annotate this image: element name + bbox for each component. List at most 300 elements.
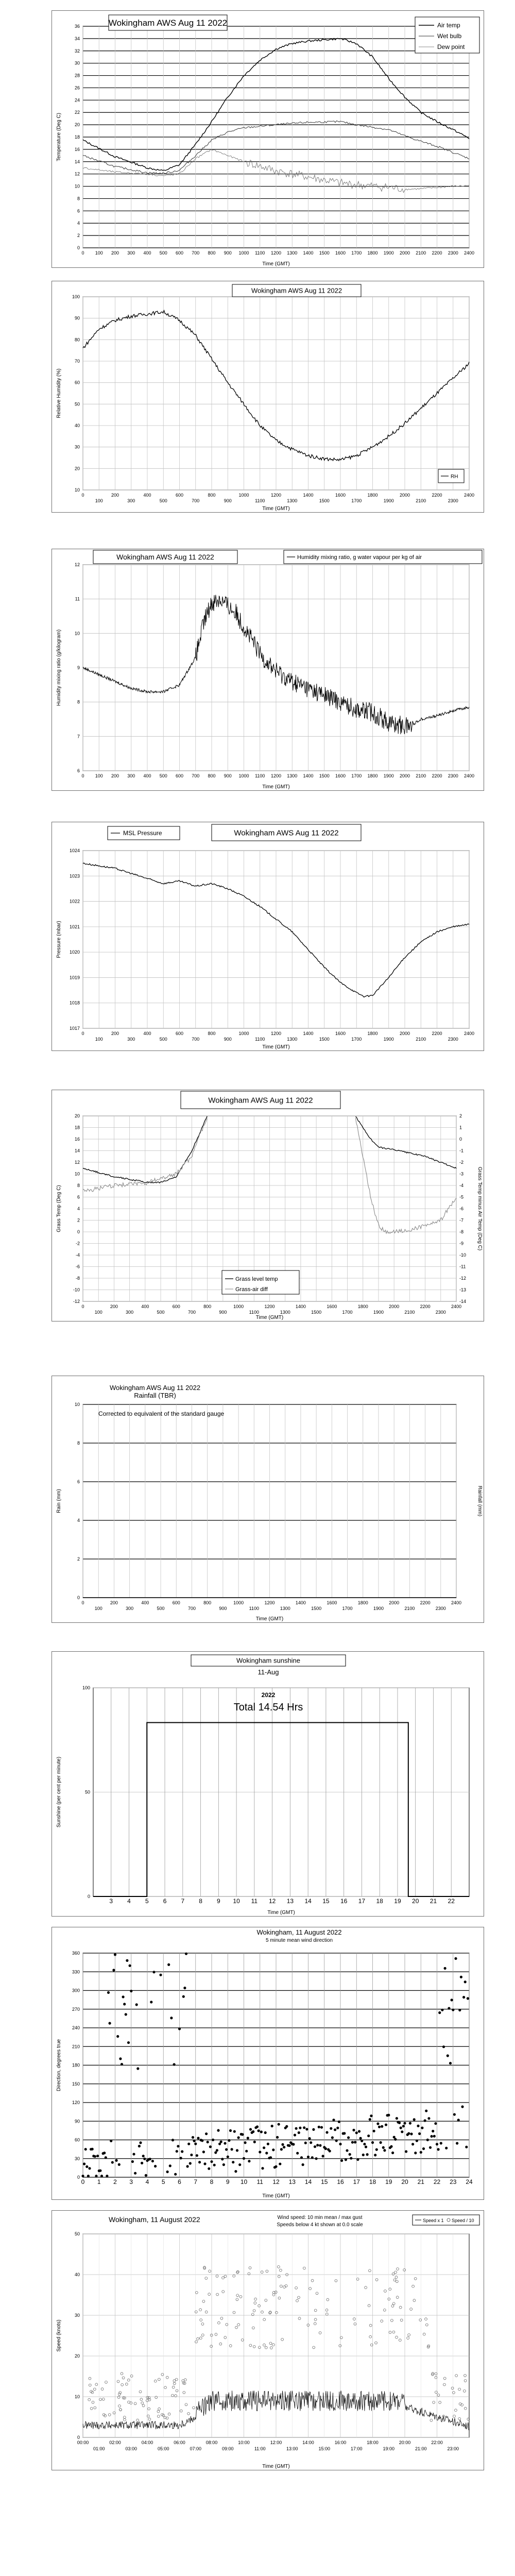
y-tick-label: 32 — [74, 48, 80, 54]
y-tick-label: 90 — [74, 315, 80, 321]
x-tick-label: 1200 — [270, 493, 282, 498]
chart-panel-mixing_ratio — [52, 549, 484, 791]
direction-point — [125, 2013, 127, 2015]
direction-point — [115, 2159, 118, 2162]
y-tick-label: 2 — [77, 233, 80, 239]
direction-point — [414, 2151, 417, 2154]
direction-point — [256, 2125, 259, 2128]
x-axis-label: Time (GMT) — [262, 784, 290, 790]
y-tick-label: 50 — [74, 401, 80, 407]
y-tick-label: 0 — [77, 2435, 80, 2440]
x-axis-label: Time (GMT) — [262, 1044, 290, 1050]
y-tick-label: 0 — [77, 1595, 80, 1600]
x-tick-label: 10 — [233, 1897, 240, 1905]
x-tick-label: 100 — [95, 1037, 103, 1042]
x-tick-label: 700 — [187, 1310, 196, 1315]
x-tick-label: 06:00 — [174, 2440, 185, 2445]
x-tick-label: 21 — [417, 2178, 424, 2185]
y-tick-label: 18 — [74, 134, 80, 140]
legend-label: Wet bulb — [437, 32, 462, 40]
direction-point — [407, 2132, 410, 2135]
direction-point — [187, 2143, 190, 2145]
direction-point — [373, 2130, 375, 2132]
y-tick-label: 8 — [77, 1183, 80, 1188]
legend-label: Air temp — [437, 22, 460, 29]
x-tick-label: 100 — [95, 498, 103, 503]
direction-point — [398, 2122, 401, 2124]
x-tick-label: 1700 — [351, 773, 362, 778]
direction-point — [136, 2067, 139, 2070]
x-tick-label: 19 — [394, 1897, 401, 1905]
direction-point — [335, 2139, 338, 2142]
direction-point — [224, 2142, 226, 2145]
x-tick-label: 600 — [175, 250, 184, 256]
x-tick-label: 22:00 — [431, 2440, 443, 2445]
x-tick-label: 400 — [143, 1031, 151, 1036]
x-tick-label: 400 — [143, 493, 151, 498]
direction-point — [105, 2156, 107, 2159]
direction-point — [217, 2129, 219, 2132]
x-tick-label: 1200 — [264, 1600, 275, 1605]
direction-point — [410, 2132, 413, 2135]
direction-point — [141, 2162, 143, 2164]
direction-point — [169, 2164, 171, 2167]
direction-point — [265, 2152, 268, 2155]
x-tick-label: 1800 — [357, 1600, 368, 1605]
direction-point — [107, 1991, 110, 1994]
direction-point — [376, 2123, 379, 2125]
chart-note: Speeds below 4 kt shown at 0.0 scale — [277, 2222, 363, 2228]
x-tick-label: 200 — [111, 250, 119, 256]
x-tick-label: 5 — [161, 2178, 165, 2185]
y-right-tick-label: -6 — [459, 1206, 464, 1211]
x-tick-label: 300 — [126, 1310, 134, 1315]
x-tick-label: 1300 — [287, 498, 298, 503]
y-tick-label: 1017 — [69, 1026, 80, 1031]
y-tick-label: 1023 — [69, 873, 80, 879]
x-tick-label: 600 — [175, 1031, 184, 1036]
direction-point — [299, 2127, 301, 2129]
direction-point — [232, 2161, 234, 2163]
direction-point — [274, 2165, 277, 2168]
y-tick-label: 2 — [77, 1556, 80, 1562]
x-tick-label: 1400 — [295, 1600, 306, 1605]
y-tick-label: 6 — [77, 1194, 80, 1200]
direction-point — [233, 2130, 236, 2133]
x-tick-label: 600 — [175, 493, 184, 498]
y-tick-label: 60 — [74, 2137, 80, 2143]
x-tick-label: 0 — [81, 773, 84, 778]
x-tick-label: 2100 — [416, 773, 426, 778]
direction-point — [252, 2130, 254, 2133]
y-tick-label: 120 — [72, 2100, 80, 2105]
chart-year: 2022 — [261, 1691, 276, 1699]
x-tick-label: 1700 — [351, 250, 362, 256]
y-tick-label: -4 — [75, 1252, 80, 1258]
direction-point — [334, 2128, 336, 2131]
y-tick-label: 70 — [74, 359, 80, 364]
x-tick-label: 1200 — [270, 250, 282, 256]
direction-point — [343, 2132, 346, 2134]
chart-svg-sunshine — [52, 1652, 485, 1917]
x-tick-label: 2200 — [432, 493, 442, 498]
y-tick-label: 0 — [87, 1894, 90, 1899]
y-axis-label: Rain (mm) — [56, 1489, 62, 1513]
chart-svg-rainfall — [52, 1376, 485, 1623]
direction-point — [220, 2141, 222, 2143]
x-tick-label: 1900 — [373, 1606, 384, 1611]
x-tick-label: 800 — [203, 1600, 212, 1605]
y-right-tick-label: -11 — [459, 1264, 466, 1269]
x-tick-label: 900 — [224, 498, 232, 503]
x-tick-label: 22 — [433, 2178, 441, 2185]
x-tick-label: 500 — [159, 1037, 167, 1042]
y-tick-label: 12 — [74, 562, 80, 567]
direction-point — [339, 2143, 341, 2145]
direction-point — [182, 1995, 185, 1998]
y-tick-label: 300 — [72, 1988, 80, 1993]
x-tick-label: 600 — [175, 773, 184, 778]
x-tick-label: 9 — [216, 1897, 220, 1905]
chart-title: Wokingham, 11 August 2022 — [109, 2215, 200, 2224]
chart-title: Wokingham AWS Aug 11 2022 — [234, 828, 339, 838]
chart-title: Wokingham sunshine — [236, 1656, 301, 1665]
y-tick-label: -12 — [73, 1299, 80, 1304]
x-tick-label: 1100 — [255, 250, 265, 256]
y-tick-label: 16 — [74, 146, 80, 152]
x-tick-label: 1400 — [303, 1031, 314, 1036]
direction-point — [131, 2160, 134, 2163]
y-tick-label: 10 — [74, 183, 80, 189]
direction-point — [413, 2118, 416, 2121]
x-tick-label: 400 — [141, 1304, 149, 1309]
x-tick-label: 16 — [340, 1897, 348, 1905]
x-tick-label: 2400 — [464, 493, 475, 498]
y-tick-label: 12 — [74, 171, 80, 177]
chart-panel-grass_temp — [52, 1090, 484, 1321]
direction-point — [458, 2009, 461, 2011]
x-tick-label: 2200 — [432, 250, 442, 256]
x-tick-label: 4 — [145, 2178, 149, 2185]
direction-point — [280, 2148, 283, 2150]
direction-point — [308, 2137, 311, 2140]
x-tick-label: 11:00 — [254, 2446, 266, 2451]
y-tick-label: 2 — [77, 1217, 80, 1223]
chart-panel-humidity — [52, 281, 484, 513]
direction-point — [382, 2146, 385, 2149]
direction-point — [285, 2125, 288, 2128]
x-tick-label: 300 — [127, 498, 135, 503]
legend-label: Speed x 1 — [423, 2218, 444, 2223]
direction-point — [425, 2110, 427, 2112]
x-tick-label: 0 — [81, 1031, 84, 1036]
direction-point — [181, 2150, 183, 2153]
direction-point — [380, 2141, 382, 2144]
x-tick-label: 900 — [219, 1606, 227, 1611]
x-tick-label: 2100 — [416, 498, 426, 503]
direction-point — [318, 2126, 320, 2128]
direction-point — [94, 2155, 96, 2158]
direction-point — [178, 2027, 181, 2030]
y-tick-label: 30 — [74, 2156, 80, 2161]
x-tick-label: 12 — [268, 1897, 276, 1905]
direction-point — [324, 2147, 327, 2150]
direction-point — [390, 2145, 392, 2148]
x-tick-label: 22 — [448, 1897, 455, 1905]
x-tick-label: 2100 — [416, 1037, 426, 1042]
x-tick-label: 200 — [110, 1304, 118, 1309]
direction-point — [402, 2125, 405, 2127]
y-tick-label: 1019 — [69, 975, 80, 980]
y-tick-label: 50 — [84, 1789, 90, 1795]
direction-point — [138, 2145, 141, 2147]
x-tick-label: 0 — [81, 2178, 85, 2185]
direction-point — [149, 2158, 151, 2160]
x-tick-label: 15 — [322, 1897, 330, 1905]
x-tick-label: 0 — [81, 1600, 84, 1605]
y-tick-label: 240 — [72, 2025, 80, 2030]
x-tick-label: 1600 — [335, 250, 346, 256]
y-tick-label: 28 — [74, 73, 80, 78]
direction-point — [304, 2142, 307, 2144]
direction-point — [106, 2175, 108, 2177]
direction-point — [359, 2137, 362, 2140]
x-tick-label: 15 — [321, 2178, 328, 2185]
direction-point — [222, 2163, 225, 2166]
x-tick-label: 2200 — [432, 1031, 442, 1036]
y-axis-label: Grass Temp (Deg C) — [56, 1185, 62, 1232]
x-tick-label: 1800 — [357, 1304, 368, 1309]
y-tick-label: 1018 — [69, 1000, 80, 1006]
direction-point — [330, 2127, 332, 2130]
direction-point — [227, 2156, 229, 2158]
x-tick-label: 19 — [385, 2178, 392, 2185]
y-right-tick-label: 1 — [459, 1125, 462, 1130]
direction-point — [436, 2143, 438, 2145]
direction-point — [352, 2129, 355, 2131]
direction-point — [332, 2119, 335, 2121]
direction-point — [370, 2114, 372, 2117]
x-tick-label: 1900 — [383, 773, 394, 778]
x-tick-label: 04:00 — [141, 2440, 153, 2445]
direction-point — [130, 1990, 132, 1992]
direction-point — [453, 2113, 456, 2116]
y-tick-label: 22 — [74, 110, 80, 115]
x-tick-label: 700 — [192, 773, 200, 778]
direction-point — [440, 2142, 442, 2144]
x-tick-label: 100 — [94, 1606, 102, 1611]
direction-point — [249, 2128, 252, 2131]
direction-point — [166, 2171, 169, 2173]
x-tick-label: 1200 — [264, 1304, 275, 1309]
direction-point — [371, 2141, 374, 2144]
x-tick-label: 16:00 — [334, 2440, 347, 2445]
y-right-tick-label: -9 — [459, 1241, 464, 1246]
direction-point — [81, 2175, 84, 2177]
direction-point — [369, 2118, 371, 2121]
y-tick-label: -8 — [75, 1276, 80, 1281]
direction-point — [322, 2155, 324, 2157]
direction-point — [208, 2167, 210, 2170]
x-tick-label: 100 — [94, 1310, 102, 1315]
direction-point — [375, 2148, 378, 2151]
chart-svg-pressure — [52, 822, 485, 1052]
direction-point — [405, 2150, 407, 2153]
direction-point — [456, 2142, 458, 2145]
x-tick-label: 600 — [172, 1304, 180, 1309]
direction-point — [205, 2132, 208, 2135]
chart-svg-mixing_ratio — [52, 549, 485, 791]
x-tick-label: 1300 — [280, 1606, 290, 1611]
direction-point — [279, 2163, 281, 2165]
direction-point — [331, 2137, 334, 2139]
direction-point — [253, 2141, 256, 2143]
y-axis-label: Direction, degrees true — [56, 2039, 62, 2092]
legend-label: Grass-air diff — [235, 1286, 268, 1293]
chart-note: Corrected to equivalent of the standard gauge — [98, 1410, 225, 1417]
y-right-tick-label: 0 — [459, 1137, 462, 1142]
direction-point — [356, 2158, 359, 2161]
chart-panel-pressure — [52, 822, 484, 1051]
x-tick-label: 11 — [251, 1897, 258, 1905]
x-tick-label: 17 — [358, 1897, 366, 1905]
direction-point — [143, 2158, 146, 2160]
direction-point — [159, 1974, 162, 1976]
direction-point — [197, 2137, 199, 2140]
y-tick-label: -10 — [73, 1287, 80, 1293]
direction-point — [401, 2130, 403, 2133]
direction-point — [114, 1953, 116, 1956]
x-tick-label: 6 — [178, 2178, 181, 2185]
y-tick-label: 6 — [77, 1479, 80, 1484]
x-tick-label: 2 — [113, 2178, 117, 2185]
x-tick-label: 1400 — [303, 773, 314, 778]
direction-point — [346, 2149, 348, 2152]
direction-point — [150, 2001, 152, 2003]
chart-subtitle: 5 minute mean wind direction — [265, 1938, 333, 1943]
direction-point — [221, 2158, 224, 2160]
direction-point — [336, 2127, 339, 2129]
x-tick-label: 800 — [208, 1031, 216, 1036]
direction-point — [183, 1987, 186, 1989]
direction-point — [312, 2128, 315, 2131]
direction-point — [132, 2153, 135, 2156]
x-tick-label: 2000 — [399, 250, 410, 256]
x-tick-label: 2300 — [435, 1310, 446, 1315]
direction-point — [460, 1976, 462, 1978]
direction-point — [196, 2154, 198, 2157]
x-tick-label: 02:00 — [109, 2440, 121, 2445]
x-tick-label: 15:00 — [318, 2446, 331, 2451]
y-tick-label: 8 — [77, 1440, 80, 1446]
y-right-tick-label: 2 — [459, 1113, 462, 1118]
x-tick-label: 2000 — [399, 773, 410, 778]
direction-point — [264, 2131, 267, 2134]
direction-point — [350, 2157, 352, 2160]
direction-point — [111, 2161, 114, 2164]
direction-point — [139, 2141, 142, 2144]
x-tick-label: 1300 — [287, 773, 298, 778]
y-tick-label: 0 — [77, 1229, 80, 1234]
x-tick-label: 2000 — [399, 493, 410, 498]
direction-point — [152, 1971, 155, 1973]
x-tick-label: 1800 — [367, 773, 378, 778]
direction-point — [167, 1963, 170, 1966]
direction-point — [315, 2157, 318, 2160]
direction-point — [259, 2151, 261, 2154]
y-right-tick-label: -8 — [459, 1229, 464, 1234]
x-tick-label: 1000 — [238, 1031, 249, 1036]
y-tick-label: 1021 — [69, 924, 80, 929]
x-tick-label: 800 — [208, 250, 216, 256]
x-tick-label: 00:00 — [77, 2440, 89, 2445]
direction-point — [203, 2162, 206, 2165]
x-tick-label: 20 — [412, 1897, 419, 1905]
y-tick-label: 0 — [77, 2175, 80, 2180]
x-tick-label: 1800 — [367, 493, 378, 498]
direction-point — [207, 2141, 209, 2143]
y-tick-label: 30 — [74, 444, 80, 450]
direction-point — [103, 2151, 106, 2154]
x-tick-label: 2400 — [464, 250, 475, 256]
y-tick-label: 20 — [74, 2353, 80, 2359]
x-axis-label: Time (GMT) — [262, 2193, 290, 2199]
x-tick-label: 1100 — [255, 773, 265, 778]
direction-point — [237, 2137, 240, 2139]
direction-point — [281, 2143, 284, 2146]
direction-point — [365, 2146, 367, 2148]
x-tick-label: 0 — [81, 1304, 84, 1309]
direction-point — [248, 2160, 250, 2162]
direction-point — [427, 2117, 430, 2120]
x-tick-label: 2200 — [432, 773, 442, 778]
direction-point — [296, 2152, 299, 2155]
x-tick-label: 03:00 — [125, 2446, 138, 2451]
direction-point — [96, 2155, 99, 2157]
x-tick-label: 7 — [181, 1897, 185, 1905]
chart-svg-humidity — [52, 281, 485, 513]
y-axis-label: Relative Humidity (%) — [56, 368, 62, 418]
direction-point — [432, 2130, 434, 2132]
direction-point — [294, 2134, 296, 2137]
direction-point — [345, 2158, 347, 2161]
x-tick-label: 300 — [127, 773, 135, 778]
direction-point — [261, 2167, 264, 2170]
direction-point — [99, 2170, 101, 2172]
direction-point — [110, 2140, 112, 2142]
y-tick-label: 1024 — [69, 848, 80, 853]
y-tick-label: 330 — [72, 1969, 80, 1975]
y-tick-label: 34 — [74, 36, 80, 41]
direction-point — [213, 2164, 216, 2166]
y-tick-label: 4 — [77, 1206, 80, 1211]
y-tick-label: 100 — [82, 1685, 90, 1690]
direction-point — [418, 2132, 421, 2135]
direction-point — [417, 2125, 419, 2127]
x-tick-label: 1500 — [311, 1606, 322, 1611]
y-tick-label: -2 — [75, 1241, 80, 1246]
x-tick-label: 14 — [304, 1897, 312, 1905]
direction-point — [367, 2134, 370, 2137]
direction-point — [411, 2143, 414, 2145]
legend-label: Grass level temp — [235, 1276, 278, 1282]
x-axis-label: Time (GMT) — [262, 2464, 290, 2469]
x-tick-label: 2100 — [404, 1310, 415, 1315]
x-tick-label: 700 — [187, 1606, 196, 1611]
direction-point — [84, 2148, 87, 2150]
y-tick-label: 30 — [74, 2313, 80, 2318]
x-tick-label: 10:00 — [238, 2440, 250, 2445]
